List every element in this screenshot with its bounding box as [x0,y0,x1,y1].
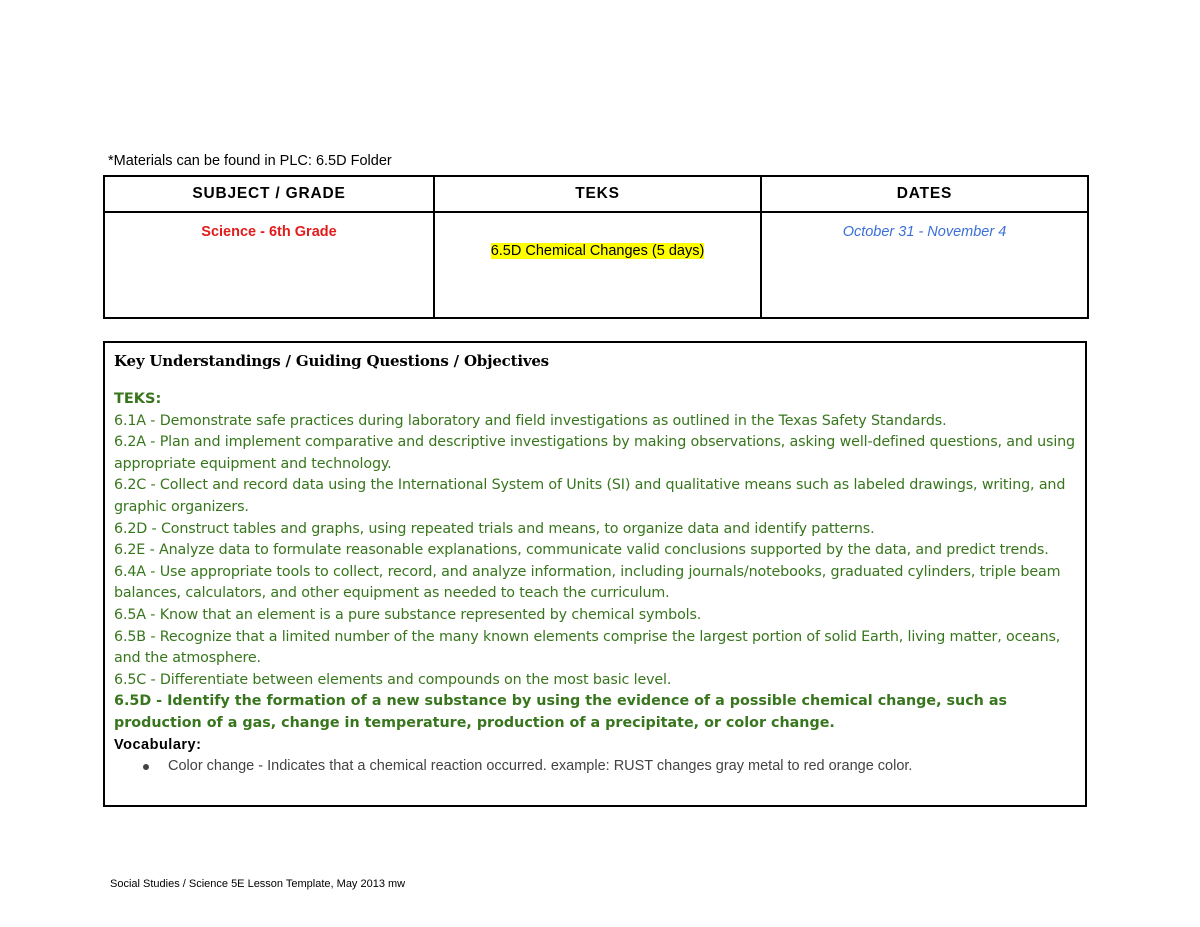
standard-item: 6.5A - Know that an element is a pure substance represented by chemical symbols. [114,606,702,623]
vocabulary-heading: Vocabulary: [114,736,202,753]
standard-item: 6.2C - Collect and record data using the International System of Units (SI) and qualitative means such as labeled drawings, writing, and graphic organizers. [114,477,1066,515]
standard-item: 6.2A - Plan and implement comparative and descriptive investigations by making observations, asking well-defined questions, and using appropriate equipment and technology. [114,434,1075,472]
subject-cell [104,212,434,318]
objectives-box [103,341,1087,807]
teks-heading: TEKS: [114,391,162,407]
standard-item: 6.5C - Differentiate between elements and compounds on the most basic level. [114,671,672,688]
dates-cell [761,212,1088,318]
subject-value: Science - 6th Grade [201,224,337,240]
vocabulary-list [114,756,1077,778]
bullet-icon [143,764,149,770]
vocabulary-item-text: Color change - Indicates that a chemical reaction occurred. example: RUST changes gray metal to red orange color. [168,758,913,775]
header-row [104,176,1088,212]
standard-item: 6.2E - Analyze data to formulate reasonable explanations, communicate valid conclusions supported by the data, and predict trends. [114,542,1049,559]
standard-item: 6.5B - Recognize that a limited number of the many known elements comprise the largest portion of solid Earth, living matter, oceans, and the atmosphere. [114,628,1061,667]
page-footer: Social Studies / Science 5E Lesson Template, May 2013 mw [110,878,406,890]
standard-item: 6.2D - Construct tables and graphs, using repeated trials and means, to organize data and identify patterns. [114,520,875,537]
lesson-header-table [103,175,1089,319]
teks-cell [434,212,761,318]
dates-value: October 31 - November 4 [842,224,1007,240]
standard-item: 6.1A - Demonstrate safe practices during laboratory and field investigations as outlined in the Texas Safety Standards. [114,412,947,429]
subject-grade-header: SUBJECT / GRADE [104,176,434,212]
standard-item: 6.4A - Use appropriate tools to collect, record, and analyze information, including journals/notebooks, graduated cylinders, triple beam balances, calculators, and other equipment as needed to teach the curriculum. [114,563,1061,602]
teks-header: TEKS [434,176,761,212]
objectives-title: Key Understandings / Guiding Questions / Objectives [114,352,549,370]
dates-header: DATES [761,176,1088,212]
materials-note: *Materials can be found in PLC: 6.5D Folder [108,153,392,169]
highlight-standard: 6.5D - Identify the formation of a new substance by using the evidence of a possible chemical change, such as production of a gas, change in temperature, production of a precipitate, or color change. [114,693,1007,731]
value-row [104,212,1088,318]
vocabulary-item [168,756,1077,778]
teks-value: 6.5D Chemical Changes (5 days) [490,243,705,259]
